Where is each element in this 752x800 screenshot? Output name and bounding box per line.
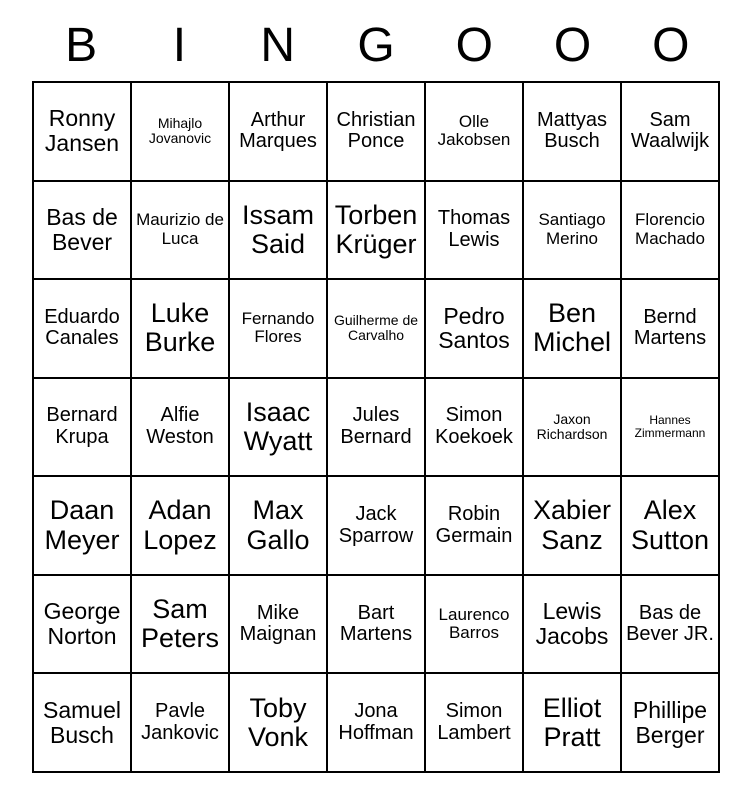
bingo-header-letter: I <box>172 19 187 72</box>
bingo-cell[interactable] <box>524 477 622 576</box>
bingo-cell[interactable] <box>34 576 132 675</box>
bingo-cell-label: Robin Germain <box>435 502 513 547</box>
bingo-cell[interactable] <box>426 182 524 281</box>
bingo-cell[interactable] <box>230 477 328 576</box>
bingo-cell-label: Ben Michel <box>532 298 612 358</box>
bingo-cell-label: Mihajlo Jovanovic <box>148 115 212 147</box>
bingo-cell-label: Ronny Jansen <box>44 105 120 157</box>
bingo-cell-label: Olle Jakobsen <box>437 111 511 150</box>
bingo-cell[interactable] <box>426 674 524 773</box>
bingo-cell[interactable] <box>132 674 230 773</box>
bingo-cell-label: Bas de Bever JR. <box>626 601 714 646</box>
bingo-cell[interactable] <box>622 674 720 773</box>
bingo-cell[interactable] <box>426 83 524 182</box>
bingo-cell-label: Phillipe Berger <box>632 696 708 748</box>
bingo-header-letter: O <box>652 19 690 72</box>
bingo-cell[interactable] <box>622 477 720 576</box>
bingo-cell[interactable] <box>230 280 328 379</box>
bingo-cell[interactable] <box>34 280 132 379</box>
bingo-cell[interactable] <box>132 477 230 576</box>
bingo-cell-label: Bas de Bever <box>46 204 118 255</box>
bingo-cell[interactable] <box>524 182 622 281</box>
bingo-cell[interactable] <box>132 83 230 182</box>
bingo-cell-label: Arthur Marques <box>239 108 317 153</box>
bingo-cell[interactable] <box>34 674 132 773</box>
bingo-cell[interactable] <box>132 576 230 675</box>
bingo-cell[interactable] <box>132 182 230 281</box>
bingo-cell-label: George Norton <box>43 598 121 650</box>
bingo-header-letter: B <box>65 19 98 72</box>
bingo-cell-label: Florencio Machado <box>635 210 705 248</box>
bingo-cell[interactable] <box>622 576 720 675</box>
bingo-cell[interactable] <box>230 182 328 281</box>
bingo-cell[interactable] <box>34 83 132 182</box>
bingo-cell[interactable] <box>328 280 426 379</box>
bingo-cell[interactable] <box>426 280 524 379</box>
bingo-cell[interactable] <box>328 576 426 675</box>
bingo-cell-label: Mike Maignan <box>239 601 317 646</box>
bingo-cell-label: Jules Bernard <box>340 404 412 448</box>
bingo-cell[interactable] <box>230 674 328 773</box>
bingo-cell-label: Toby Vonk <box>247 692 309 752</box>
bingo-grid <box>32 81 720 773</box>
bingo-cell-label: Sam Peters <box>140 593 220 654</box>
bingo-cell-label: Luke Burke <box>144 298 216 358</box>
bingo-cell-label: Daan Meyer <box>44 495 120 555</box>
bingo-cell[interactable] <box>34 477 132 576</box>
bingo-cell-label: Christian Ponce <box>336 108 416 153</box>
bingo-cell[interactable] <box>328 182 426 281</box>
bingo-cell[interactable] <box>524 280 622 379</box>
bingo-cell-label: Jack Sparrow <box>338 502 414 547</box>
bingo-header-letter: N <box>260 19 296 72</box>
bingo-cell-label: Max Gallo <box>246 495 310 555</box>
bingo-cell-label: Bernard Krupa <box>46 404 118 448</box>
bingo-cell[interactable] <box>622 182 720 281</box>
bingo-cell-label: Simon Lambert <box>437 700 511 744</box>
bingo-cell-label: Mattyas Busch <box>536 108 608 153</box>
bingo-cell-label: Sam Waalwijk <box>630 108 710 153</box>
bingo-cell-label: Bart Martens <box>339 601 413 646</box>
bingo-cell-label: Thomas Lewis <box>437 207 511 251</box>
bingo-cell[interactable] <box>622 379 720 478</box>
bingo-cell[interactable] <box>34 182 132 281</box>
bingo-cell-label: Samuel Busch <box>43 696 121 748</box>
bingo-cell-label: Adan Lopez <box>143 495 217 555</box>
bingo-cell[interactable] <box>328 477 426 576</box>
bingo-header-letter: G <box>357 19 395 72</box>
bingo-cell-label: Isaac Wyatt <box>243 396 313 456</box>
bingo-cell-label: Eduardo Canales <box>44 305 120 350</box>
bingo-cell-label: Xabier Sanz <box>532 495 612 555</box>
bingo-cell[interactable] <box>524 576 622 675</box>
bingo-cell[interactable] <box>230 83 328 182</box>
bingo-cell[interactable] <box>230 576 328 675</box>
bingo-cell[interactable] <box>622 83 720 182</box>
bingo-cell[interactable] <box>328 379 426 478</box>
bingo-cell-label: Pedro Santos <box>438 302 510 354</box>
bingo-cell[interactable] <box>34 379 132 478</box>
bingo-cell[interactable] <box>524 674 622 773</box>
bingo-cell[interactable] <box>328 674 426 773</box>
bingo-cell[interactable] <box>426 379 524 478</box>
bingo-cell[interactable] <box>230 379 328 478</box>
bingo-cell-label: Jaxon Richardson <box>536 410 608 442</box>
bingo-cell-label: Laurenco Barros <box>438 604 510 643</box>
bingo-header-letter: O <box>553 19 592 72</box>
bingo-cell-label: Issam Said <box>241 199 314 259</box>
bingo-cell-label: Alex Sutton <box>630 495 710 555</box>
bingo-cell[interactable] <box>426 477 524 576</box>
bingo-cell-label: Lewis Jacobs <box>535 598 609 650</box>
bingo-cell-label: Hannes Zimmermann <box>634 413 706 440</box>
bingo-cell[interactable] <box>132 379 230 478</box>
bingo-cell[interactable] <box>622 280 720 379</box>
bingo-cell-label: Simon Koekoek <box>435 404 513 448</box>
bingo-header-letter: O <box>455 19 493 72</box>
bingo-cell[interactable] <box>524 83 622 182</box>
bingo-cell-label: Bernd Martens <box>633 305 707 350</box>
bingo-cell-label: Fernando Flores <box>241 309 315 347</box>
bingo-cell[interactable] <box>426 576 524 675</box>
bingo-cell[interactable] <box>328 83 426 182</box>
bingo-cell-label: Maurizio de Luca <box>136 210 224 248</box>
bingo-cell-label: Torben Krüger <box>334 199 418 259</box>
bingo-cell-label: Pavle Jankovic <box>141 700 219 744</box>
bingo-cell[interactable] <box>524 379 622 478</box>
bingo-cell-label: Guilherme de Carvalho <box>333 312 419 344</box>
bingo-cell-label: Santiago Merino <box>538 210 606 248</box>
bingo-cell-label: Alfie Weston <box>146 404 214 448</box>
bingo-cell[interactable] <box>132 280 230 379</box>
bingo-header <box>32 14 720 78</box>
bingo-cell-label: Elliot Pratt <box>542 692 602 752</box>
bingo-cell-label: Jona Hoffman <box>338 700 414 744</box>
